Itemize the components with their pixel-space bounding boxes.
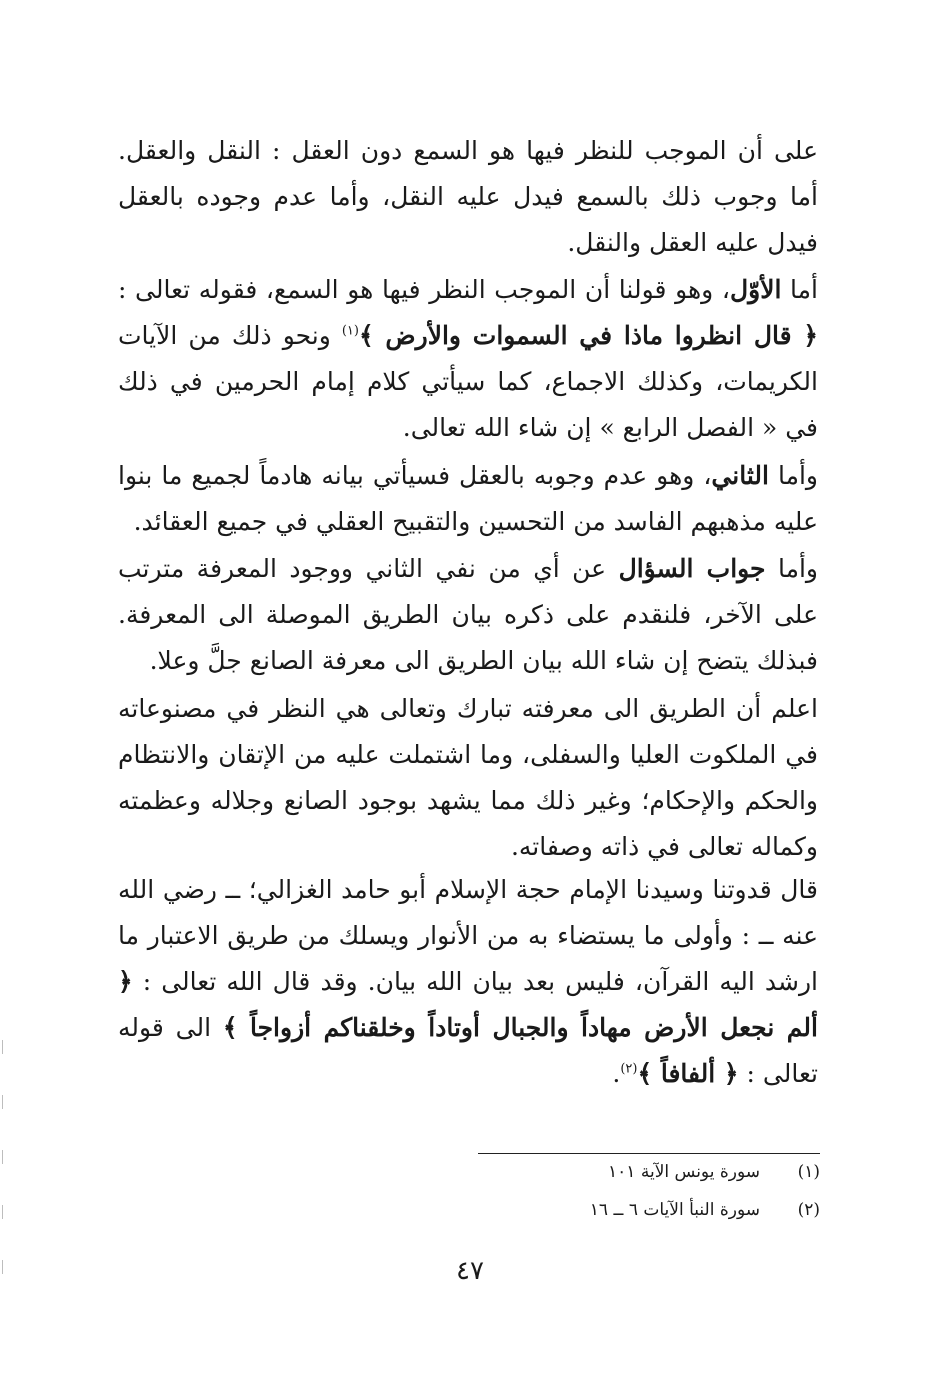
footnote-1-number: (١) bbox=[797, 1162, 820, 1182]
footnote-ref-1: (١) bbox=[341, 323, 359, 339]
paragraph-4-text: عن أي من نفي الثاني ووجود المعرفة مترتب على الآخر، فلنقدم على ذكره بيان الطريق الموصلة الى المعرفة. فبذلك يتضح إن شاء الله بيان الطريق الى معرفة الصانع جلَّ وعلا. bbox=[118, 554, 818, 675]
paragraph-6-end: . bbox=[612, 1059, 621, 1088]
paragraph-4 bbox=[118, 546, 818, 684]
quran-verse-3: ﴿ ألفافاً ﴾ bbox=[637, 1059, 739, 1088]
footnote-2 bbox=[478, 1198, 820, 1222]
quran-verse-2: ﴿ ألم نجعل الأرض مهاداً والجبال أوتاداً وخلقناكم أزواجاً ﴾ bbox=[118, 967, 818, 1042]
paragraph-2 bbox=[118, 267, 818, 451]
paragraph-6 bbox=[118, 867, 818, 1097]
scan-edge-mark bbox=[2, 1040, 3, 1054]
paragraph-1: على أن الموجب للنظر فيها هو السمع دون العقل : النقل والعقل. أما وجوب ذلك بالسمع فيدل عليه النقل، وأما عدم وجوده بالعقل فيدل عليه العقل والنقل. bbox=[118, 136, 818, 257]
footnote-separator bbox=[478, 1153, 820, 1154]
footnote-1 bbox=[478, 1160, 820, 1184]
scan-edge-mark bbox=[2, 1150, 3, 1164]
page-number: ٤٧ bbox=[456, 1256, 484, 1286]
quran-verse-1: ﴿ قال انظروا ماذا في السموات والأرض ﴾ bbox=[358, 321, 818, 350]
scan-edge-mark bbox=[2, 1095, 3, 1109]
scan-edge-mark bbox=[2, 1260, 3, 1274]
paragraph-5: اعلم أن الطريق الى معرفته تبارك وتعالى هي النظر في مصنوعاته في الملكوت العليا والسفلى، وما اشتملت عليه من الإتقان والانتظام والحكم والإحكام؛ وغير ذلك مما يشهد بوجود الصانع وجلاله وعظمته وكماله تعالى في ذاته وصفاته. bbox=[118, 694, 818, 861]
paragraph-3-text: ، وهو عدم وجوبه بالعقل فسيأتي بيانه هادماً لجميع ما بنوا عليه مذهبهم الفاسد من التحسين والتقبيح العقلي في جميع العقائد. bbox=[118, 461, 818, 536]
paragraph-2-text: ، وهو قولنا أن الموجب النظر فيها هو السمع، فقوله تعالى : bbox=[118, 275, 730, 304]
footnote-2-number: (٢) bbox=[797, 1200, 820, 1220]
footnote-1-text: سورة يونس الآية ١٠١ bbox=[608, 1162, 760, 1182]
paragraph-6-text: قال قدوتنا وسيدنا الإمام حجة الإسلام أبو حامد الغزالي؛ ــ رضي الله عنه ــ : وأولى ما يستضاء به من الأنوار ويسلك من طريق الاعتبار ما ارشد اليه القرآن، فليس بعد بيان الله بيان. وقد قال الله تعالى : bbox=[118, 875, 818, 996]
paragraph-6-text-mid: الى قوله تعالى : bbox=[118, 1013, 818, 1088]
paragraph-4-term: جواب السؤال bbox=[618, 554, 766, 583]
footnote-ref-2: (٢) bbox=[620, 1061, 638, 1077]
paragraph-3-term: الثاني bbox=[711, 461, 769, 490]
footnote-2-text: سورة النبأ الآيات ٦ ــ ١٦ bbox=[589, 1200, 760, 1220]
paragraph-3 bbox=[118, 453, 818, 545]
paragraph-2-text-end: ونحو ذلك من الآيات الكريمات، وكذلك الاجماع، كما سيأتي كلام إمام الحرمين في ذلك في « الفصل الرابع » إن شاء الله تعالى. bbox=[118, 321, 818, 442]
paragraph-2-lead: أما bbox=[790, 275, 819, 304]
paragraph-4-lead: وأما bbox=[777, 554, 818, 583]
paragraph-3-lead: وأما bbox=[777, 461, 818, 490]
paragraph-2-term: الأوّل bbox=[729, 275, 782, 304]
scan-edge-mark bbox=[2, 1205, 3, 1219]
